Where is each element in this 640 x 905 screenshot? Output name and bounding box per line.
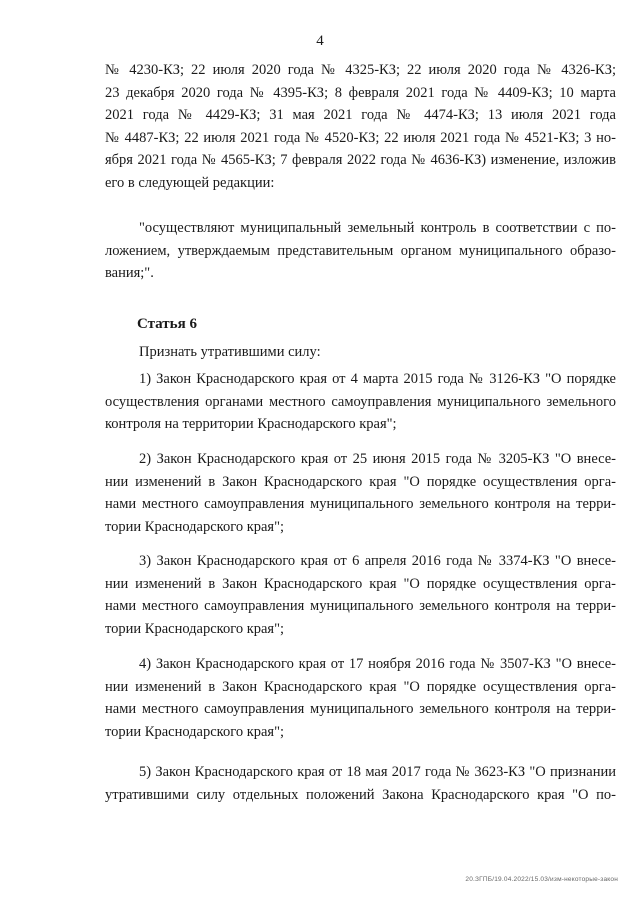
text-line: Признать утратившими силу: [139,344,321,360]
text-line: тории Краснодарского края"; [105,518,285,535]
text-line: № 4487-КЗ; 22 июля 2021 года № 4520-КЗ; 22 июля 2021 года № 4521-КЗ; 3 но- [105,129,616,146]
text-line: нами местного самоуправления муниципального земельного контроля на терри- [105,598,616,615]
text-line: нии изменений в Закон Краснодарского края "О порядке осуществления орга- [105,678,616,695]
text-line: 2) Закон Краснодарского края от 25 июня 2015 года № 3205-КЗ "О внесе- [139,451,616,467]
list-item [105,761,616,806]
list-item [105,653,616,743]
list-item [105,550,616,640]
text-line: нами местного самоуправления муниципального земельного контроля на терри- [105,496,616,513]
text-line: № 4230-КЗ; 22 июля 2020 года № 4325-КЗ; 22 июля 2020 года № 4326-КЗ; [105,62,616,78]
text-line: нии изменений в Закон Краснодарского края "О порядке осуществления орга- [105,473,616,490]
text-line: тории Краснодарского края"; [105,620,285,637]
text-line: 5) Закон Краснодарского края от 18 мая 2017 года № 3623-КЗ "О признании [139,764,616,780]
text-line: 1) Закон Краснодарского края от 4 марта 2015 года № 3126-КЗ "О порядке [139,371,616,387]
text-line: ября 2021 года № 4565-КЗ; 7 февраля 2022 года № 4636-КЗ) изменение, изложив [105,152,616,169]
text-line: 23 декабря 2020 года № 4395-КЗ; 8 февраля 2021 года № 4409-КЗ; 10 марта [105,84,616,101]
list-item [105,368,616,436]
footer-file-code: 20.ЗГПБ/19.04.2022/15.03/изм-некоторые-закон [465,876,618,883]
article-intro [105,341,616,364]
text-line: нами местного самоуправления муниципального земельного контроля на терри- [105,701,616,718]
quoted-wording [105,217,616,285]
text-line: "осуществляют муниципальный земельный контроль в соответствии с по- [139,220,616,236]
text-line: утратившими силу отдельных положений Закона Краснодарского края "О по- [105,786,616,803]
text-line: нии изменений в Закон Краснодарского края "О порядке осуществления орга- [105,575,616,592]
text-line: ложением, утверждаемым представительным органом муниципального образо- [105,242,616,259]
list-item [105,448,616,538]
text-line: 2021 года № 4429-КЗ; 31 мая 2021 года № 4474-КЗ; 13 июля 2021 года [105,107,616,124]
continuation-paragraph [105,59,616,195]
text-line: контроля на территории Краснодарского края"; [105,416,397,433]
text-line: вания;". [105,265,154,282]
text-line: тории Краснодарского края"; [105,723,285,740]
page-number: 4 [316,33,324,49]
text-line: 3) Закон Краснодарского края от 6 апреля 2016 года № 3374-КЗ "О внесе- [139,553,616,569]
text-line: осуществления органами местного самоуправления муниципального земельного [105,393,616,410]
article-heading: Статья 6 [137,316,197,332]
text-line: 4) Закон Краснодарского края от 17 ноября 2016 года № 3507-КЗ "О внесе- [139,656,616,672]
text-line: его в следующей редакции: [105,174,275,191]
